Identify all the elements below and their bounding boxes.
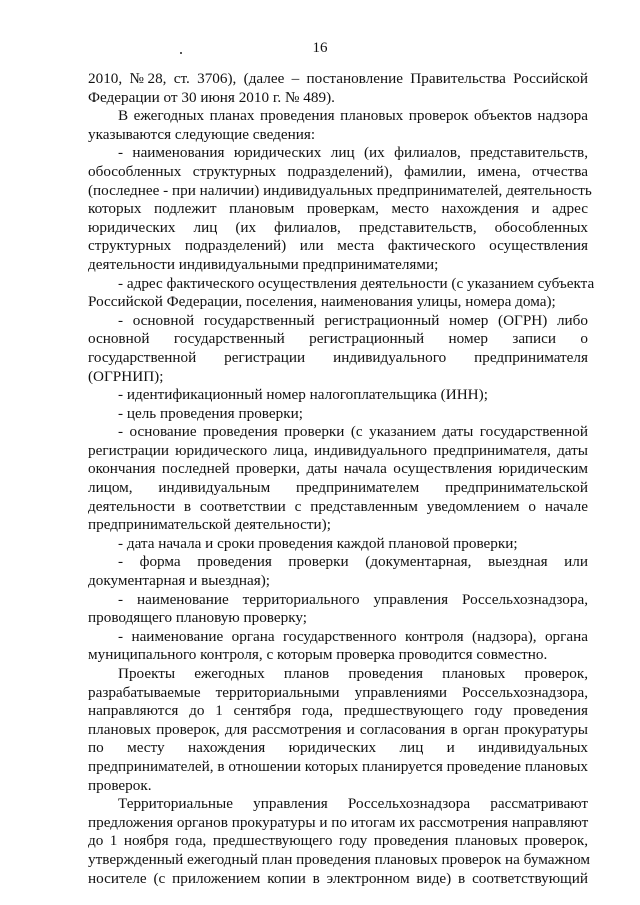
text-line: лицом, индивидуальным предпринимателем предпринимательской [88,479,588,497]
text-line: В ежегодных планах проведения плановых проверок объектов надзора [118,107,588,125]
text-line: проводящего плановую проверку; [88,609,307,627]
text-line: Федерации от 30 июня 2010 г. № 489). [88,88,335,106]
text-line: (последнее - при наличии) индивидуальных предпринимателей, деятельность [88,181,592,199]
text-line: муниципального контроля, с которым проверка проводится совместно. [88,646,548,664]
text-line: предпринимателей, в отношении которых планируется проведение плановых [88,757,588,775]
text-line: окончания последней проверки, даты начала осуществления юридическим [88,460,588,478]
text-line: - адрес фактического осуществления деятельности (с указанием субъекта [118,274,595,292]
text-line: - наименование территориального управления Россельхознадзора, [118,590,588,608]
text-line: - основной государственный регистрационный номер (ОГРН) либо [118,311,588,329]
text-line: Территориальные управления Россельхознадзора рассматривают [118,795,588,813]
text-line: разрабатываемые территориальными управлениями Россельхознадзора, [88,683,588,701]
text-line: носителе (с приложением копии в электронном виде) в соответствующий [88,869,588,887]
scan-speck [180,52,182,54]
text-line: - наименования юридических лиц (их филиалов, представительств, [118,144,588,162]
text-line: государственной регистрации индивидуального предпринимателя [88,348,588,366]
text-line: которых подлежит плановым проверкам, место нахождения и адрес [88,200,588,218]
text-line: предложения органов прокуратуры и по итогам их рассмотрения направляют [88,813,589,831]
text-line: до 1 ноября года, предшествующего году проведения плановых проверок, [88,832,588,850]
text-line: 2010, №28, ст. 3706), (далее – постановление Правительства Российской [88,70,588,87]
page-number: 16 [312,40,328,56]
document-body [88,70,595,888]
text-line: проверок. [88,776,152,794]
text-line: Проекты ежегодных планов проведения плановых проверок, [118,665,588,682]
text-line: структурных подразделений) или места фактического осуществления [88,237,588,255]
text-line: - основание проведения проверки (с указанием даты государственной [118,423,588,441]
text-line: указываются следующие сведения: [88,125,316,143]
text-line: - наименование органа государственного контроля (надзора), органа [118,627,588,645]
text-line: - форма проведения проверки (документарная, выездная или [118,553,588,571]
text-line: по месту нахождения юридических лиц и индивидуальных [88,739,588,757]
text-line: - идентификационный номер налогоплательщика (ИНН); [118,386,488,404]
text-line: юридических лиц (их филиалов, представительств, обособленных [88,218,588,236]
text-line: регистрации юридического лица, индивидуального предпринимателя, даты [88,441,588,459]
text-line: направляются до 1 сентября года, предшествующего году проведения [88,702,588,720]
text-line: утвержденный ежегодный план проведения плановых проверок на бумажном [88,850,591,868]
text-line: основной государственный регистрационный номер записи о [88,330,588,348]
text-line: - дата начала и сроки проведения каждой плановой проверки; [118,534,518,552]
text-line: (ОГРНИП); [88,367,164,385]
text-line: плановых проверок, для рассмотрения и согласования в орган прокуратуры [88,720,588,738]
text-line: предпринимательской деятельности); [88,516,331,534]
text-line: - цель проведения проверки; [118,404,303,422]
text-line: деятельности индивидуальными предпринимателями; [88,255,439,273]
text-line: Российской Федерации, поселения, наименования улицы, номера дома); [88,293,556,311]
text-line: документарная и выездная); [88,572,270,590]
text-line: обособленных структурных подразделений), фамилии, имена, отчества [88,162,588,180]
text-line: деятельности в соответствии с представленным уведомлением о начале [88,497,588,515]
